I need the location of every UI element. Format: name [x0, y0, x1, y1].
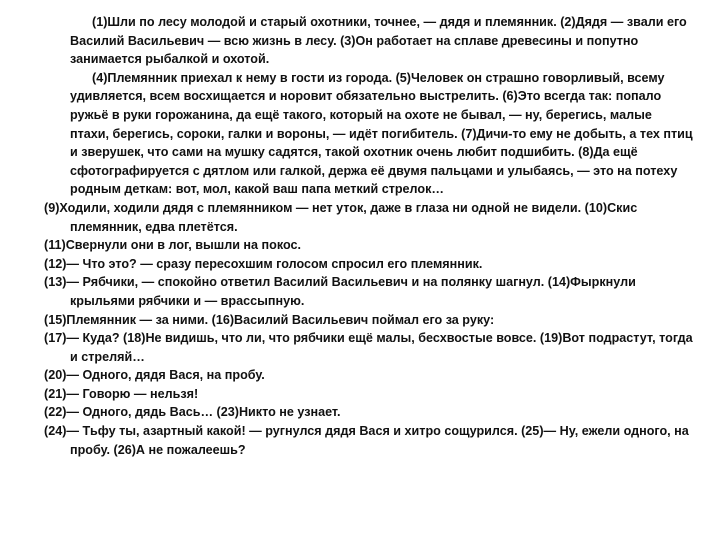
paragraph-11: (22)— Одного, дядь Вась… (23)Никто не узнает. — [44, 405, 341, 420]
paragraph-3: (9)Ходили, ходили дядя с племянником — нет уток, даже в глаза ни одной не видели. (10)Скис племянник, едва плетётся. — [44, 200, 638, 234]
paragraph-1: (1)Шли по лесу молодой и старый охотники, точнее, — дядя и племянник. (2)Дядя — звали его Василий Васильевич — всю жизнь в лесу. (3)Он работает на сплаве древесины и попутно занимается рыбалкой и охотой. — [70, 15, 687, 67]
paragraph-2: (4)Племянник приехал к нему в гости из города. (5)Человек он страшно говорливый, всему удивляется, всем восхищается и норовит обязательно выстрелить. (6)Это всегда так: попало ружьё в руки горожанина, да ещё такого, который на охоте не бывал, — ну, берегись, малые птахи, берегись, сороки, галки и вороны, — идёт погибитель. (7)Дичи-то ему не добыть, а тех птиц и зверушек, что сами на мушку садятся, такой охотник очень любит подшибить. (8)Да ещё сфотографируется с дятлом или галкой, держа её двумя пальцами и улыбаясь, — это на потеху родным деткам: вот, мол, какой ваш папа меткий стрелок… — [70, 70, 693, 197]
paragraph-4: (11)Свернули они в лог, вышли на покос. — [44, 238, 302, 253]
paragraph-8: (17)— Куда? (18)Не видишь, что ли, что рябчики ещё малы, бесхвостые вовсе. (19)Вот подрастут, тогда и стреляй… — [44, 331, 693, 364]
paragraph-10: (21)— Говорю — нельзя! — [44, 386, 199, 401]
paragraph-9: (20)— Одного, дядя Вася, на пробу. — [44, 368, 265, 383]
paragraph-12: (24)— Тьфу ты, азартный какой! — ругнулся дядя Вася и хитро сощурился. (25)— Ну, ежели одного, на пробу. (26)А не пожалеешь? — [44, 424, 689, 457]
story-text — [44, 13, 694, 459]
paragraph-6: (13)— Рябчики, — спокойно ответил Василий Васильевич и на полянку шагнул. (14)Фыркнули крыльями рябчики и — врассыпную. — [44, 275, 636, 308]
paragraph-5: (12)— Что это? — сразу пересохшим голосом спросил его племянник. — [44, 256, 483, 271]
paragraph-7: (15)Племянник — за ними. (16)Василий Васильевич поймал его за руку: — [44, 312, 495, 327]
